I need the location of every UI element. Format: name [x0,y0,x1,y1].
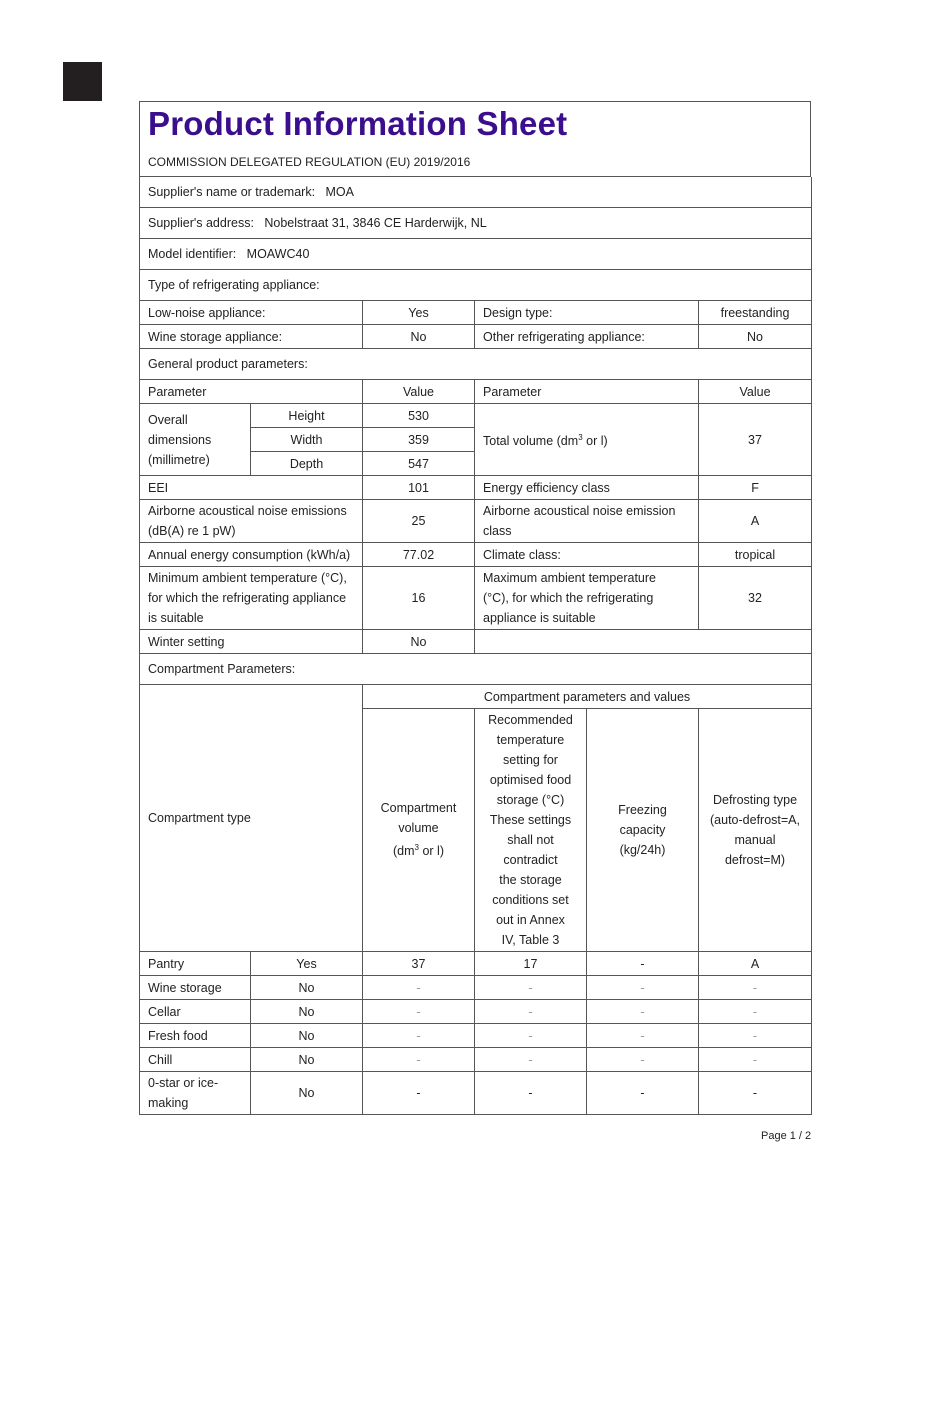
supplier-address-label: Supplier's address: [148,216,254,230]
winter-setting-label: Winter setting [140,630,363,654]
product-information-sheet [139,101,811,1115]
compartment-freezing: - [587,1072,699,1115]
height-row [140,404,812,428]
overall-dimensions-label: Overall dimensions (millimetre) [140,404,251,476]
compartment-name: Cellar [140,1000,251,1024]
freezing-capacity-header: Freezing capacity (kg/24h) [587,709,699,952]
corner-marker [63,62,102,101]
compartment-present: No [251,1048,363,1072]
compartment-temperature: - [475,1048,587,1072]
low-noise-value: Yes [363,301,475,325]
compartment-defrost: A [699,952,812,976]
wine-storage-row [140,325,812,349]
compartment-freezing: - [587,976,699,1000]
min-temp-value: 16 [363,567,475,630]
compartment-defrost: - [699,1048,812,1072]
compartment-group-header-row [140,685,812,709]
noise-value: 25 [363,500,475,543]
energy-class-label: Energy efficiency class [475,476,699,500]
appliance-type-label: Type of refrigerating appliance: [148,278,320,292]
compartment-defrost: - [699,1072,812,1115]
depth-value: 547 [363,452,475,476]
compartment-present: No [251,976,363,1000]
page-title: Product Information Sheet [148,105,568,142]
low-noise-label: Low-noise appliance: [140,301,363,325]
width-value: 359 [363,428,475,452]
defrosting-type-header: Defrosting type (auto-defrost=A, manual defrost=M) [699,709,812,952]
compartment-volume: - [363,1072,475,1115]
col-parameter-header: Parameter [140,380,363,404]
product-table [139,177,812,1115]
table-row [140,1048,812,1072]
general-params-row [140,349,812,380]
compartment-name: Fresh food [140,1024,251,1048]
compartment-present: No [251,1072,363,1115]
supplier-address-row [140,208,812,239]
compartment-name: 0-star or ice- making [140,1072,251,1115]
compartment-defrost: - [699,1024,812,1048]
compartment-type-header: Compartment type [140,685,363,952]
annual-energy-label: Annual energy consumption (kWh/a) [140,543,363,567]
max-temp-label: Maximum ambient temperature (°C), for which the refrigerating appliance is suitable [475,567,699,630]
winter-setting-row [140,630,812,654]
supplier-name-label: Supplier's name or trademark: [148,185,316,199]
compartment-name: Wine storage [140,976,251,1000]
width-label: Width [251,428,363,452]
low-noise-row [140,301,812,325]
model-identifier-label: Model identifier: [148,247,237,261]
compartment-volume: 37 [363,952,475,976]
depth-label: Depth [251,452,363,476]
climate-class-label: Climate class: [475,543,699,567]
compartment-present: No [251,1024,363,1048]
model-identifier-value: MOAWC40 [246,247,310,261]
col-value-header: Value [699,380,812,404]
eei-value: 101 [363,476,475,500]
annual-energy-row [140,543,812,567]
table-row [140,976,812,1000]
max-temp-value: 32 [699,567,812,630]
compartment-temperature: - [475,1000,587,1024]
compartment-freezing: - [587,952,699,976]
design-type-label: Design type: [475,301,699,325]
compartment-defrost: - [699,1000,812,1024]
title-block [139,101,811,177]
table-row [140,1072,812,1115]
wine-storage-label: Wine storage appliance: [140,325,363,349]
wine-storage-value: No [363,325,475,349]
compartment-params-row [140,654,812,685]
height-value: 530 [363,404,475,428]
compartment-temperature: - [475,1072,587,1115]
noise-row [140,500,812,543]
eei-label: EEI [140,476,363,500]
compartment-freezing: - [587,1048,699,1072]
other-appliance-label: Other refrigerating appliance: [475,325,699,349]
winter-setting-value: No [363,630,475,654]
table-row [140,952,812,976]
total-volume-value: 37 [699,404,812,476]
table-row [140,1000,812,1024]
compartment-temperature: 17 [475,952,587,976]
compartment-present: Yes [251,952,363,976]
compartment-freezing: - [587,1000,699,1024]
design-type-value: freestanding [699,301,812,325]
appliance-type-row [140,270,812,301]
compartment-temperature: - [475,976,587,1000]
supplier-address-value: Nobelstraat 31, 3846 CE Harderwijk, NL [264,216,487,230]
compartment-volume: - [363,1024,475,1048]
compartment-name: Pantry [140,952,251,976]
model-identifier-row [140,239,812,270]
compartment-volume: - [363,1048,475,1072]
supplier-name-value: MOA [325,185,354,199]
noise-class-label: Airborne acoustical noise emission class [475,500,699,543]
noise-class-value: A [699,500,812,543]
compartment-params-label: Compartment Parameters: [140,654,812,685]
compartment-group-header: Compartment parameters and values [363,685,812,709]
compartment-freezing: - [587,1024,699,1048]
compartment-volume: - [363,976,475,1000]
compartment-present: No [251,1000,363,1024]
supplier-name-row [140,177,812,208]
eei-row [140,476,812,500]
compartment-volume: - [363,1000,475,1024]
regulation-reference: COMMISSION DELEGATED REGULATION (EU) 2019/2016 [148,155,471,169]
empty-cell [475,630,812,654]
general-params-label: General product parameters: [140,349,812,380]
recommended-temperature-header: Recommended temperature setting for optimised food storage (°C) These settings shall not contradict the storage conditions set out in Annex IV, Table 3 [475,709,587,952]
general-header-row [140,380,812,404]
compartment-volume-header: Compartment volume ($dm^3$ or l) [363,709,475,952]
ambient-temperature-row [140,567,812,630]
table-row [140,1024,812,1048]
total-volume-label: Total volume ($dm^3$ or l) [475,404,699,476]
col-parameter-header: Parameter [475,380,699,404]
compartment-name: Chill [140,1048,251,1072]
compartment-defrost: - [699,976,812,1000]
col-value-header: Value [363,380,475,404]
min-temp-label: Minimum ambient temperature (°C), for which the refrigerating appliance is suitable [140,567,363,630]
page-number: Page 1 / 2 [761,1130,812,1142]
other-appliance-value: No [699,325,812,349]
climate-class-value: tropical [699,543,812,567]
noise-label: Airborne acoustical noise emissions (dB(A) re 1 pW) [140,500,363,543]
height-label: Height [251,404,363,428]
energy-class-value: F [699,476,812,500]
compartment-temperature: - [475,1024,587,1048]
annual-energy-value: 77.02 [363,543,475,567]
